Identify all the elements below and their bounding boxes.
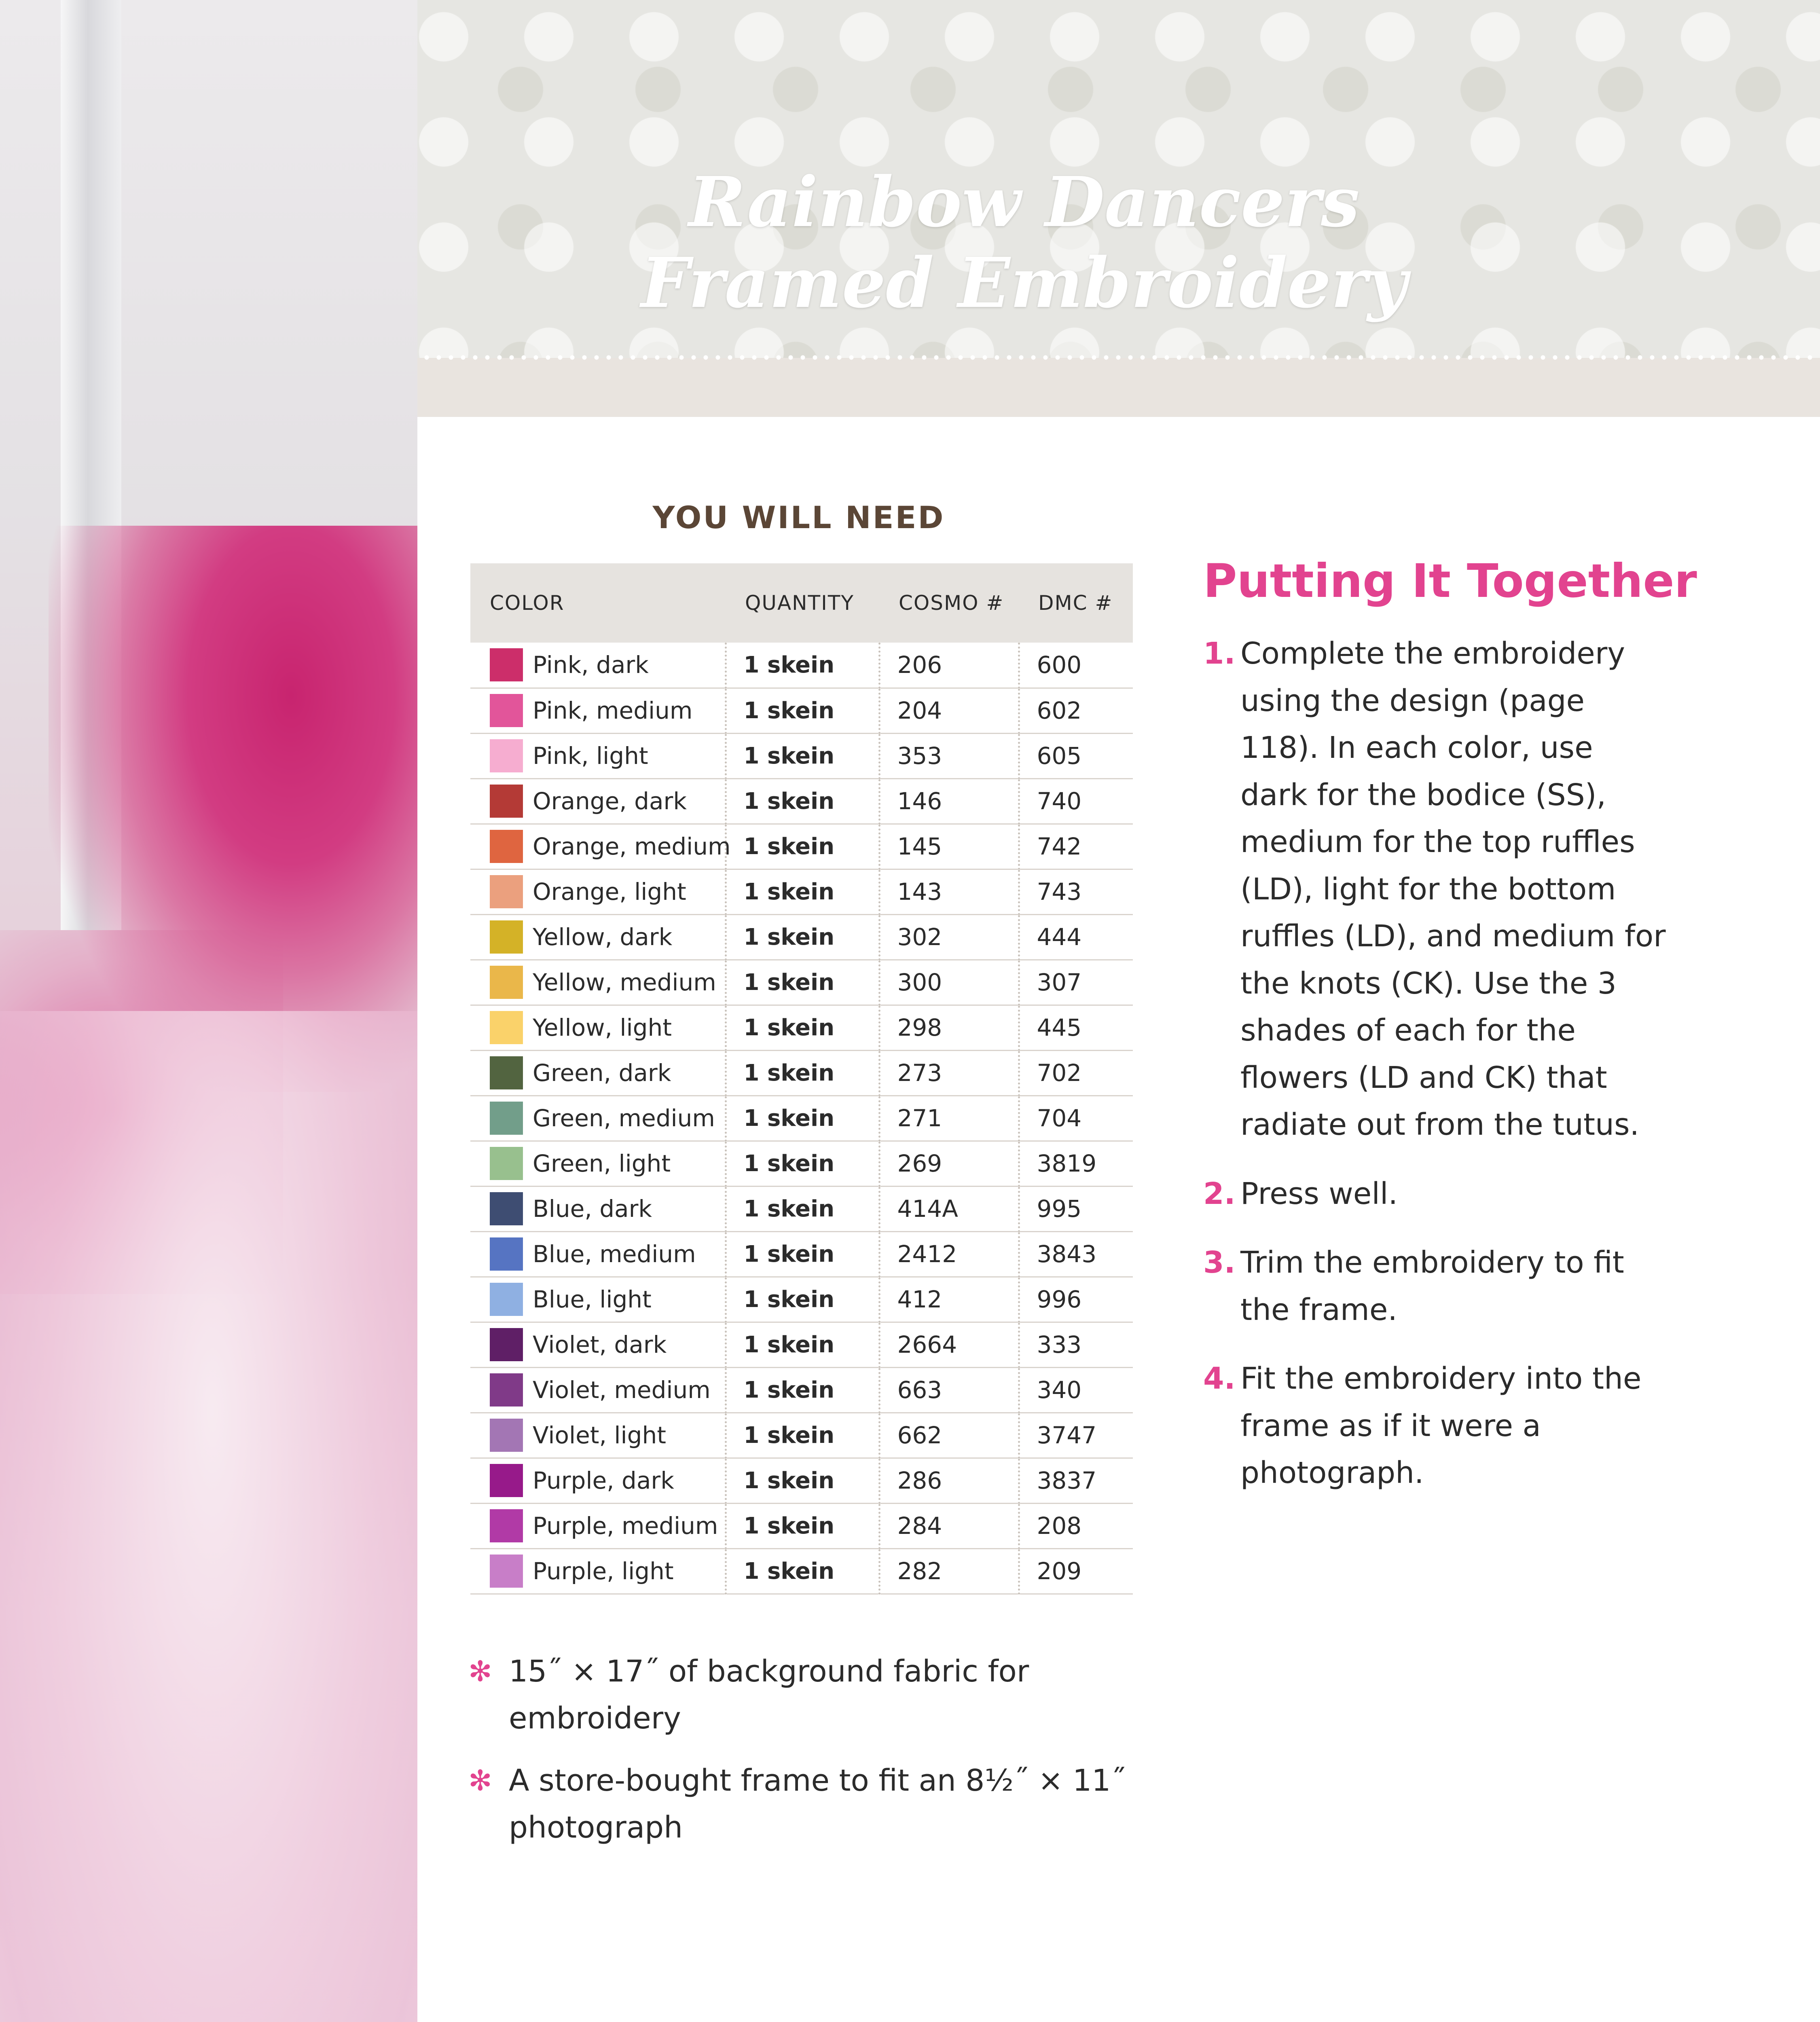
quantity-cell: 1 skein: [726, 1322, 879, 1367]
cosmo-cell: 302: [879, 914, 1019, 960]
color-name: Violet, dark: [533, 1331, 667, 1358]
title-line-2: Framed Embroidery: [641, 243, 1407, 324]
asterisk-bullet-icon: ✻: [468, 1764, 492, 1797]
table-header-row: [470, 563, 1133, 643]
cosmo-cell: 145: [879, 824, 1019, 869]
dmc-cell: 444: [1019, 914, 1133, 960]
color-name: Pink, medium: [533, 697, 693, 724]
you-will-need-heading: YOU WILL NEED: [652, 499, 945, 535]
color-swatch-icon: [490, 1419, 523, 1452]
cosmo-cell: 273: [879, 1050, 1019, 1096]
dmc-cell: 704: [1019, 1096, 1133, 1141]
table-row: [470, 869, 1133, 914]
color-cell: [470, 1141, 726, 1186]
step-text: Press well.: [1240, 1176, 1398, 1211]
quantity-cell: 1 skein: [726, 733, 879, 778]
list-item: [468, 1757, 1156, 1851]
table-row: [470, 824, 1133, 869]
color-swatch-icon: [490, 1283, 523, 1316]
color-name: Blue, dark: [533, 1195, 652, 1223]
thread-table-body: [470, 643, 1133, 1594]
color-cell: [470, 1277, 726, 1322]
putting-it-together-heading: Putting It Together: [1203, 554, 1697, 608]
quantity-cell: 1 skein: [726, 1096, 879, 1141]
table-row: [470, 1231, 1133, 1277]
step-number: 4.: [1203, 1361, 1236, 1396]
quantity-cell: 1 skein: [726, 1503, 879, 1548]
quantity-cell: 1 skein: [726, 914, 879, 960]
table-row: [470, 1367, 1133, 1413]
color-swatch-icon: [490, 1464, 523, 1497]
step-3: [1203, 1239, 1668, 1333]
color-swatch-icon: [490, 875, 523, 908]
dmc-cell: 995: [1019, 1186, 1133, 1231]
dmc-cell: 333: [1019, 1322, 1133, 1367]
color-cell: [470, 643, 726, 688]
color-name: Blue, light: [533, 1286, 652, 1313]
dmc-cell: 996: [1019, 1277, 1133, 1322]
color-cell: [470, 1548, 726, 1594]
table-row: [470, 914, 1133, 960]
color-swatch-icon: [490, 1555, 523, 1588]
color-name: Yellow, light: [533, 1014, 672, 1041]
color-swatch-icon: [490, 648, 523, 681]
table-row: [470, 1458, 1133, 1503]
dmc-cell: 307: [1019, 960, 1133, 1005]
table-row: [470, 1096, 1133, 1141]
table-row: [470, 1503, 1133, 1548]
quantity-cell: 1 skein: [726, 869, 879, 914]
color-cell: [470, 778, 726, 824]
thread-table: [470, 563, 1133, 1595]
column-header-color: COLOR: [470, 563, 726, 643]
dmc-cell: 208: [1019, 1503, 1133, 1548]
quantity-cell: 1 skein: [726, 1413, 879, 1458]
extra-materials-list: [468, 1648, 1156, 1866]
table-row: [470, 1322, 1133, 1367]
step-text: Fit the embroidery into the frame as if it were a photograph.: [1240, 1361, 1642, 1490]
table-row: [470, 733, 1133, 778]
step-text: Complete the embroidery using the design (page 118). In each color, use dark for the bodice (SS), medium for the top ruffles (LD), light for the bottom ruffles (LD), and medium for the knots (CK). Use the 3 shades of each for the flowers (LD and CK) that radiate out from the tutus.: [1240, 636, 1666, 1142]
cosmo-cell: 204: [879, 688, 1019, 733]
table-row: [470, 643, 1133, 688]
table-row: [470, 1413, 1133, 1458]
color-swatch-icon: [490, 966, 523, 999]
color-name: Orange, dark: [533, 787, 687, 815]
color-swatch-icon: [490, 1056, 523, 1089]
quantity-cell: 1 skein: [726, 824, 879, 869]
color-cell: [470, 688, 726, 733]
step-number: 3.: [1203, 1245, 1236, 1280]
color-cell: [470, 1413, 726, 1458]
cosmo-cell: 412: [879, 1277, 1019, 1322]
dotted-divider-top: [421, 355, 1816, 360]
color-cell: [470, 960, 726, 1005]
header-band: [417, 358, 1820, 417]
step-number: 1.: [1203, 636, 1236, 671]
color-swatch-icon: [490, 785, 523, 818]
dmc-cell: 602: [1019, 688, 1133, 733]
column-header-dmc: DMC #: [1019, 563, 1133, 643]
color-name: Purple, medium: [533, 1512, 718, 1540]
table-row: [470, 1277, 1133, 1322]
dmc-cell: 3837: [1019, 1458, 1133, 1503]
dmc-cell: 742: [1019, 824, 1133, 869]
quantity-cell: 1 skein: [726, 1050, 879, 1096]
cosmo-cell: 206: [879, 643, 1019, 688]
quantity-cell: 1 skein: [726, 643, 879, 688]
color-cell: [470, 733, 726, 778]
quantity-cell: 1 skein: [726, 1367, 879, 1413]
step-4: [1203, 1355, 1668, 1497]
dmc-cell: 340: [1019, 1367, 1133, 1413]
color-swatch-icon: [490, 1373, 523, 1407]
title-line-1: Rainbow Dancers: [688, 162, 1360, 243]
color-swatch-icon: [490, 1192, 523, 1225]
cosmo-cell: 2412: [879, 1231, 1019, 1277]
color-cell: [470, 1096, 726, 1141]
color-cell: [470, 1186, 726, 1231]
cosmo-cell: 298: [879, 1005, 1019, 1050]
color-name: Green, dark: [533, 1059, 671, 1087]
cosmo-cell: 2664: [879, 1322, 1019, 1367]
color-name: Violet, light: [533, 1421, 666, 1449]
color-name: Purple, dark: [533, 1467, 674, 1494]
dmc-cell: 605: [1019, 733, 1133, 778]
color-swatch-icon: [490, 1102, 523, 1135]
color-swatch-icon: [490, 1328, 523, 1361]
dmc-cell: 3819: [1019, 1141, 1133, 1186]
color-cell: [470, 1005, 726, 1050]
page-title: [417, 162, 1631, 324]
quantity-cell: 1 skein: [726, 960, 879, 1005]
color-name: Blue, medium: [533, 1240, 696, 1268]
color-cell: [470, 1050, 726, 1096]
cosmo-cell: 284: [879, 1503, 1019, 1548]
tulle-dark-area: [49, 526, 417, 1092]
table-row: [470, 688, 1133, 733]
cosmo-cell: 286: [879, 1458, 1019, 1503]
quantity-cell: 1 skein: [726, 1458, 879, 1503]
color-name: Pink, light: [533, 742, 648, 770]
color-cell: [470, 824, 731, 869]
color-name: Green, light: [533, 1150, 671, 1177]
color-name: Orange, medium: [533, 833, 731, 860]
dmc-cell: 3747: [1019, 1413, 1133, 1458]
color-name: Pink, dark: [533, 651, 649, 679]
table-row: [470, 778, 1133, 824]
color-cell: [470, 1503, 726, 1548]
quantity-cell: 1 skein: [726, 778, 879, 824]
color-swatch-icon: [490, 1147, 523, 1180]
quantity-cell: 1 skein: [726, 1186, 879, 1231]
color-cell: [470, 1458, 726, 1503]
dmc-cell: 209: [1019, 1548, 1133, 1594]
table-row: [470, 1005, 1133, 1050]
dmc-cell: 702: [1019, 1050, 1133, 1096]
table-row: [470, 1548, 1133, 1594]
instruction-steps: [1203, 630, 1668, 1519]
cosmo-cell: 414A: [879, 1186, 1019, 1231]
extra-item-text: 15˝ × 17˝ of background fabric for embroidery: [509, 1654, 1029, 1736]
step-1: [1203, 630, 1668, 1148]
extra-item-text: A store-bought frame to fit an 8½˝ × 11˝ photograph: [509, 1763, 1126, 1845]
cosmo-cell: 143: [879, 869, 1019, 914]
color-name: Orange, light: [533, 878, 686, 905]
table-row: [470, 1050, 1133, 1096]
asterisk-bullet-icon: ✻: [468, 1655, 492, 1688]
table-row: [470, 1141, 1133, 1186]
color-swatch-icon: [490, 694, 523, 727]
quantity-cell: 1 skein: [726, 688, 879, 733]
color-swatch-icon: [490, 1237, 523, 1271]
step-number: 2.: [1203, 1176, 1236, 1211]
color-cell: [470, 1322, 726, 1367]
color-name: Purple, light: [533, 1557, 674, 1585]
step-text: Trim the embroidery to fit the frame.: [1240, 1245, 1624, 1327]
quantity-cell: 1 skein: [726, 1231, 879, 1277]
dmc-cell: 445: [1019, 1005, 1133, 1050]
quantity-cell: 1 skein: [726, 1277, 879, 1322]
color-name: Green, medium: [533, 1104, 715, 1132]
color-swatch-icon: [490, 1509, 523, 1542]
column-header-quantity: QUANTITY: [726, 563, 879, 643]
column-header-cosmo: COSMO #: [879, 563, 1019, 643]
color-name: Yellow, dark: [533, 923, 673, 951]
quantity-cell: 1 skein: [726, 1141, 879, 1186]
cosmo-cell: 662: [879, 1413, 1019, 1458]
table-row: [470, 960, 1133, 1005]
color-swatch-icon: [490, 830, 523, 863]
quantity-cell: 1 skein: [726, 1005, 879, 1050]
cosmo-cell: 353: [879, 733, 1019, 778]
tulle-light-area: [0, 1011, 417, 2022]
color-swatch-icon: [490, 1011, 523, 1044]
cosmo-cell: 282: [879, 1548, 1019, 1594]
step-2: [1203, 1170, 1668, 1218]
color-cell: [470, 1367, 726, 1413]
color-cell: [470, 1231, 726, 1277]
color-cell: [470, 869, 726, 914]
list-item: [468, 1648, 1156, 1742]
cosmo-cell: 271: [879, 1096, 1019, 1141]
color-swatch-icon: [490, 739, 523, 772]
color-cell: [470, 914, 726, 960]
cosmo-cell: 269: [879, 1141, 1019, 1186]
quantity-cell: 1 skein: [726, 1548, 879, 1594]
cosmo-cell: 300: [879, 960, 1019, 1005]
color-swatch-icon: [490, 920, 523, 954]
cosmo-cell: 663: [879, 1367, 1019, 1413]
cosmo-cell: 146: [879, 778, 1019, 824]
dmc-cell: 743: [1019, 869, 1133, 914]
table-row: [470, 1186, 1133, 1231]
dmc-cell: 3843: [1019, 1231, 1133, 1277]
dmc-cell: 600: [1019, 643, 1133, 688]
dmc-cell: 740: [1019, 778, 1133, 824]
tulle-photo: [0, 0, 417, 2022]
color-name: Yellow, medium: [533, 969, 716, 996]
color-name: Violet, medium: [533, 1376, 711, 1404]
